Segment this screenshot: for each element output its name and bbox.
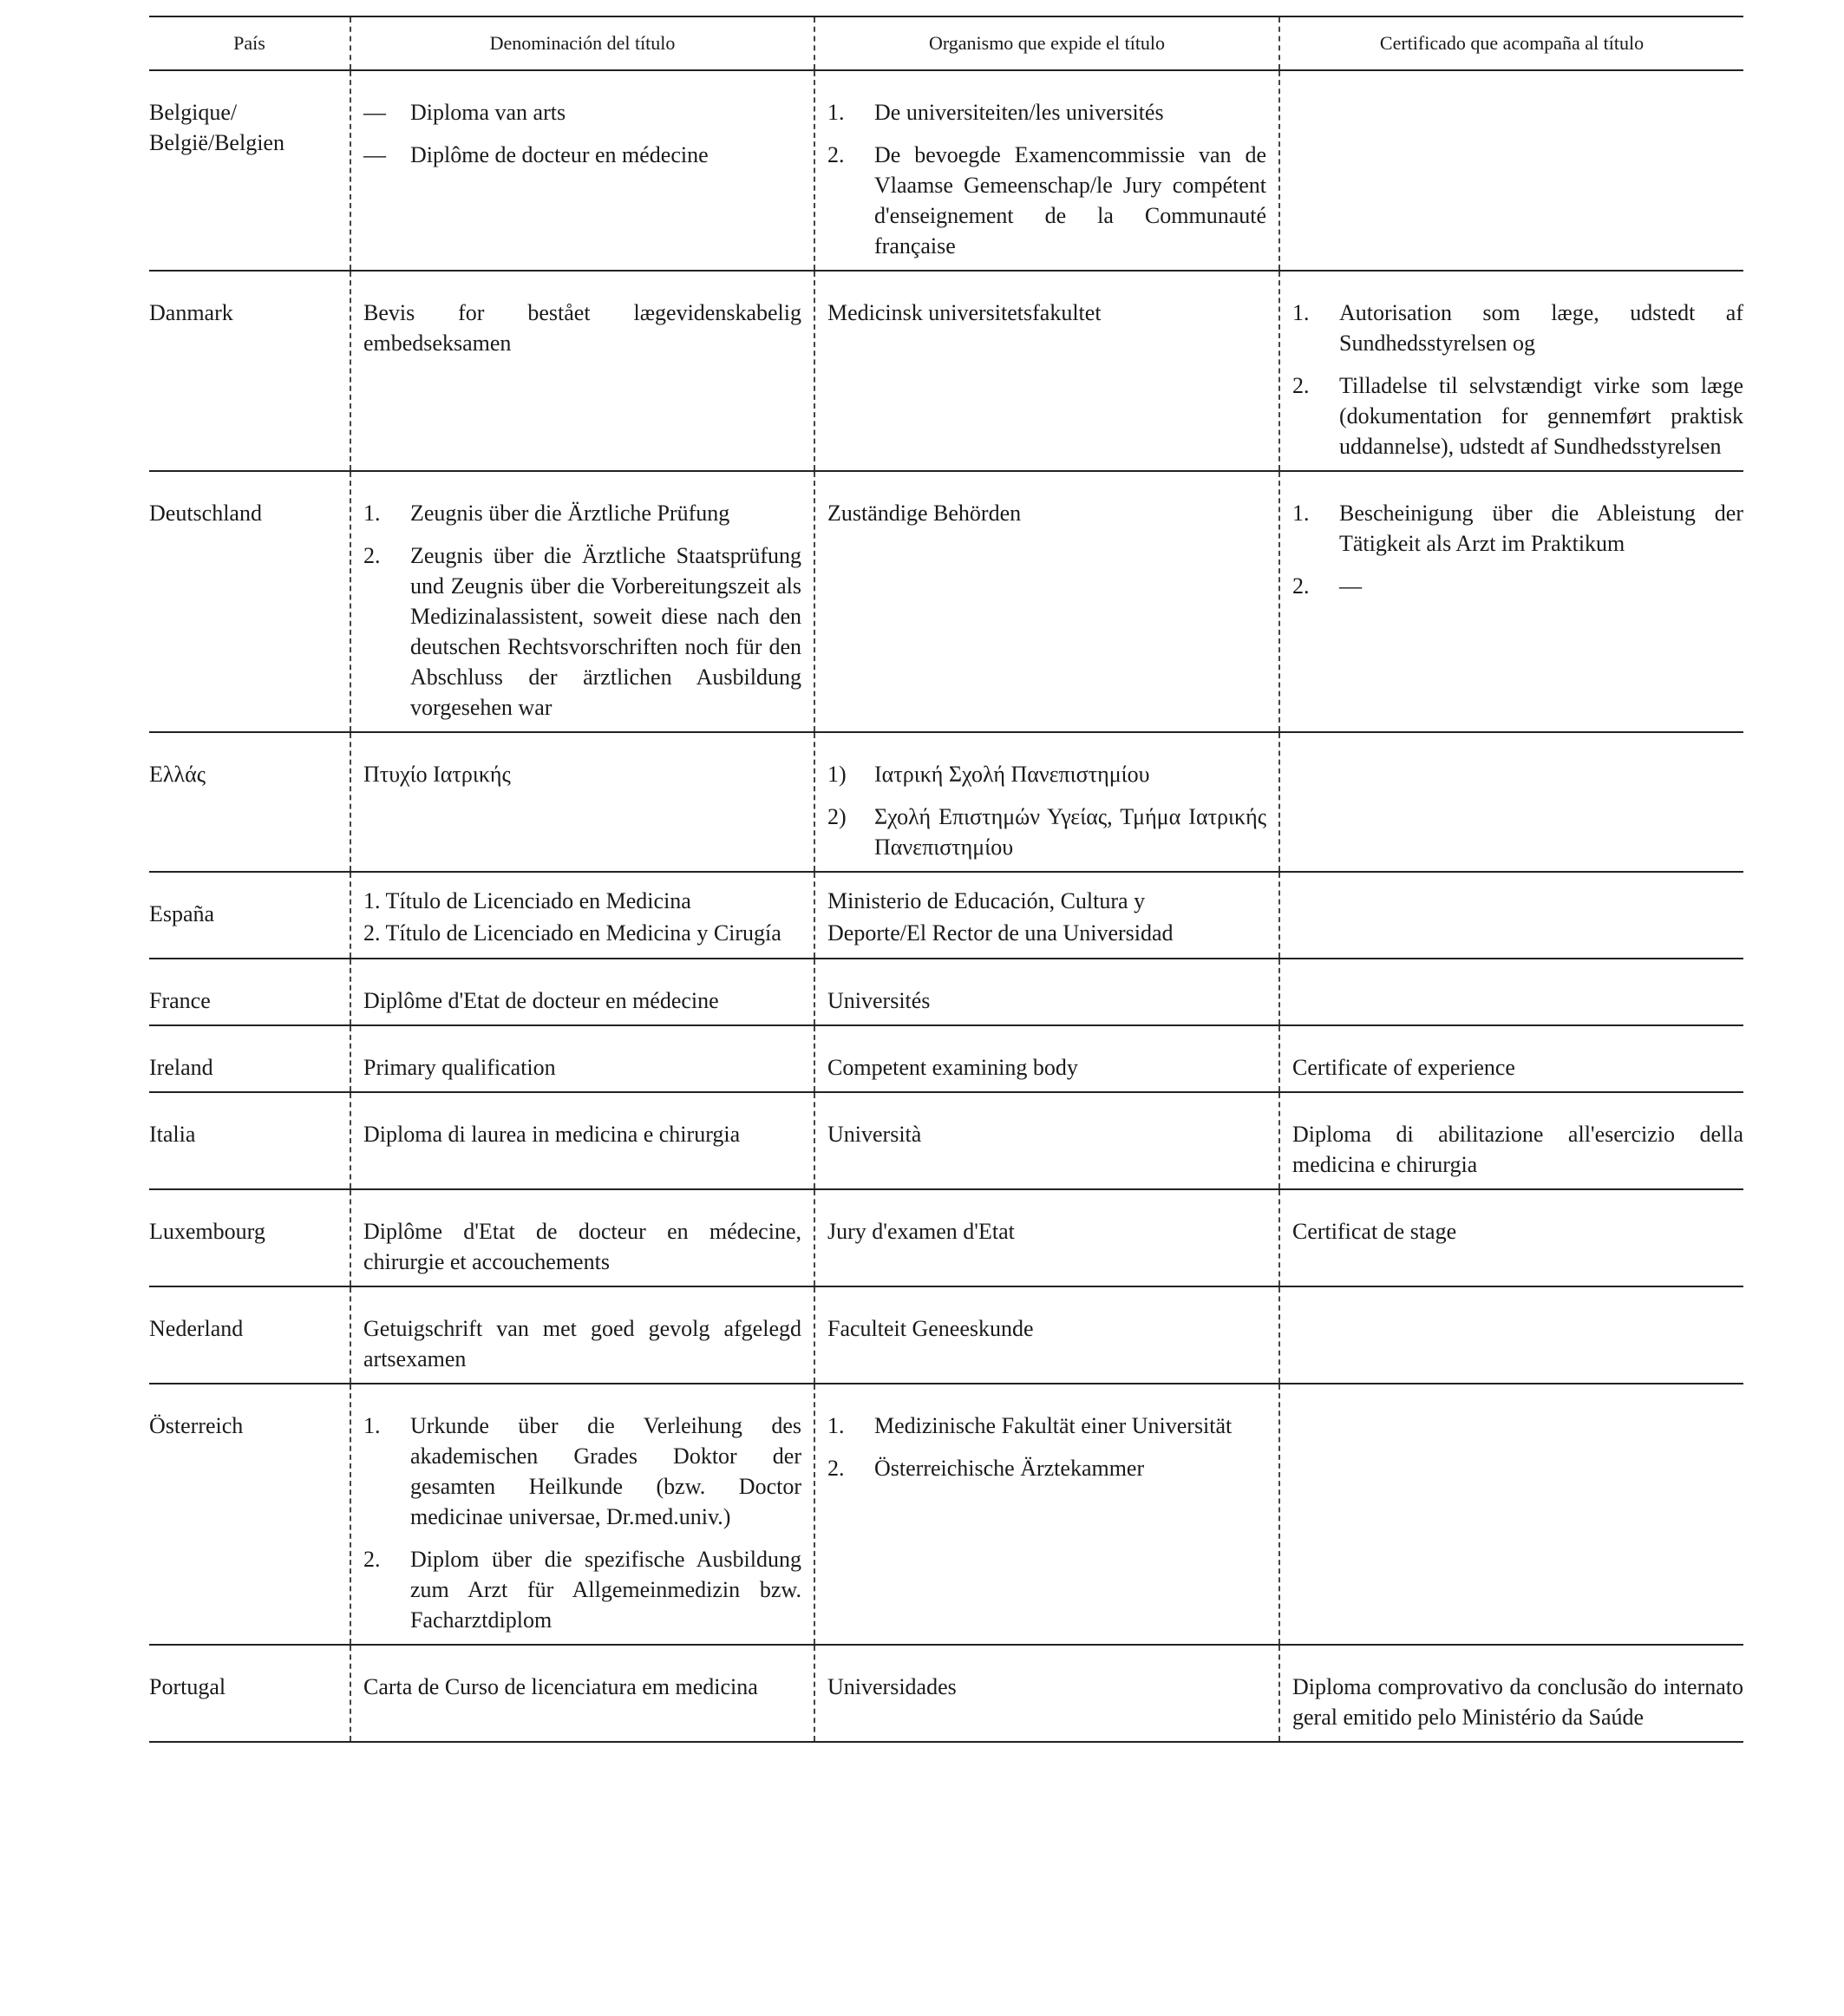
country-name: Danmark: [149, 300, 233, 325]
table-row: [149, 70, 1743, 271]
title-cell: [350, 872, 814, 959]
country-cell: [149, 1384, 350, 1645]
certificate-cell: [1279, 1384, 1743, 1645]
issuer-cell: [814, 1286, 1279, 1384]
issuer-list: [827, 759, 1266, 862]
list-marker: 2.: [363, 543, 381, 568]
issuer-cell: [814, 271, 1279, 471]
list-item: [363, 140, 801, 170]
issuer-cell: [814, 732, 1279, 872]
certificate-text: Diploma di abilitazione all'esercizio della medicina e chirurgia: [1292, 1122, 1743, 1177]
list-item: [363, 1411, 801, 1532]
country-cell: [149, 1189, 350, 1286]
issuer-text: Jury d'examen d'Etat: [827, 1219, 1015, 1244]
country-cell: [149, 1092, 350, 1189]
title-text: Πτυχίο Ιατρικής: [363, 762, 511, 787]
table-row: [149, 1189, 1743, 1286]
title-text: Diplôme d'Etat de docteur en médecine: [363, 988, 719, 1013]
header-certificate: Certificado que acompaña al título: [1279, 16, 1743, 70]
list-text: Autorisation som læge, udstedt af Sundhedsstyrelsen og: [1339, 300, 1743, 356]
list-item: [363, 97, 801, 128]
certificate-cell: [1279, 872, 1743, 959]
country-name: Portugal: [149, 1674, 226, 1699]
issuer-text: Competent examining body: [827, 1055, 1078, 1080]
country-cell: [149, 70, 350, 271]
certificate-cell: [1279, 1025, 1743, 1092]
list-text: Tilladelse til selvstændigt virke som læge (dokumentation for gennemført praktisk uddannelse), udstedt af Sundhedsstyrelsen: [1339, 373, 1743, 459]
certificate-cell: [1279, 959, 1743, 1025]
certificate-cell: [1279, 70, 1743, 271]
country-name: Ελλάς: [149, 762, 206, 787]
certificate-list: [1292, 498, 1743, 601]
list-text: Σχολή Επιστημών Υγείας, Τμήμα Ιατρικής Πανεπιστημίου: [874, 804, 1266, 860]
list-item: [1292, 298, 1743, 358]
country-cell: [149, 1025, 350, 1092]
title-cell: [350, 732, 814, 872]
issuer-cell: [814, 1384, 1279, 1645]
country-cell: [149, 959, 350, 1025]
certificate-cell: [1279, 271, 1743, 471]
title-line: 1. Título de Licenciado en Medicina: [363, 888, 691, 913]
title-cell: [350, 1025, 814, 1092]
country-cell: [149, 271, 350, 471]
country-name: France: [149, 988, 211, 1013]
certificate-cell: [1279, 1645, 1743, 1742]
issuer-text: Faculteit Geneeskunde: [827, 1316, 1034, 1341]
title-text: Diplôme d'Etat de docteur en médecine, chirurgie et accouchements: [363, 1219, 801, 1274]
list-text: De bevoegde Examencommissie van de Vlaamse Gemeenschap/le Jury compétent d'enseignement de la Communauté française: [874, 142, 1266, 259]
title-list: [363, 498, 801, 723]
country-cell: [149, 1286, 350, 1384]
list-marker: 1.: [363, 1413, 381, 1438]
issuer-cell: [814, 471, 1279, 732]
title-text: Getuigschrift van met goed gevolg afgelegd artsexamen: [363, 1316, 801, 1371]
list-marker: 2): [827, 804, 847, 829]
table-row: [149, 1384, 1743, 1645]
list-text: Medizinische Fakultät einer Universität: [874, 1413, 1233, 1438]
issuer-list: [827, 97, 1266, 261]
title-text: Primary qualification: [363, 1055, 556, 1080]
certificate-list: [1292, 298, 1743, 461]
table-row: [149, 471, 1743, 732]
table-row: [149, 1092, 1743, 1189]
list-item: [1292, 370, 1743, 461]
list-marker: 2.: [1292, 573, 1310, 599]
list-text: Ιατρική Σχολή Πανεπιστημίου: [874, 762, 1150, 787]
header-title: Denominación del título: [350, 16, 814, 70]
country-cell: [149, 732, 350, 872]
table-row: [149, 1645, 1743, 1742]
list-item: [363, 540, 801, 723]
list-marker: 1.: [827, 1413, 845, 1438]
list-text: Diplom über die spezifische Ausbildung zum Arzt für Allgemeinmedizin bzw. Facharztdiplom: [410, 1547, 801, 1633]
list-marker: —: [363, 100, 386, 125]
list-marker: 2.: [827, 142, 845, 167]
list-marker: 1.: [363, 501, 381, 526]
table-header-row: [149, 16, 1743, 70]
issuer-cell: [814, 1645, 1279, 1742]
list-marker: 2.: [1292, 373, 1310, 398]
issuer-cell: [814, 959, 1279, 1025]
certificate-cell: [1279, 732, 1743, 872]
issuer-line: Ministerio de Educación, Cultura y: [827, 888, 1146, 913]
list-marker: —: [363, 142, 386, 167]
issuer-cell: [814, 872, 1279, 959]
title-cell: [350, 1092, 814, 1189]
title-text: Carta de Curso de licenciatura em medicina: [363, 1674, 758, 1699]
certificate-cell: [1279, 1092, 1743, 1189]
table-row: [149, 271, 1743, 471]
list-text: De universiteiten/les universités: [874, 100, 1164, 125]
list-item: [827, 97, 1266, 128]
qualifications-table: [149, 16, 1743, 1743]
country-name: España: [149, 901, 215, 926]
country-name: Ireland: [149, 1055, 213, 1080]
issuer-cell: [814, 1025, 1279, 1092]
list-text: —: [1339, 573, 1362, 599]
table-row: [149, 959, 1743, 1025]
list-item: [363, 1544, 801, 1635]
list-text: Urkunde über die Verleihung des akademischen Grades Doktor der gesamten Heilkunde (bzw. Doctor medicinae universae, Dr.med.univ.): [410, 1413, 801, 1529]
list-item: [827, 759, 1266, 789]
issuer-cell: [814, 1092, 1279, 1189]
title-text: Bevis for bestået lægevidenskabelig embedseksamen: [363, 300, 801, 356]
title-list: [363, 1411, 801, 1635]
title-cell: [350, 959, 814, 1025]
list-item: [363, 498, 801, 528]
issuer-line: Deporte/El Rector de una Universidad: [827, 920, 1174, 946]
certificate-text: Certificat de stage: [1292, 1219, 1457, 1244]
title-cell: [350, 1645, 814, 1742]
certificate-cell: [1279, 1189, 1743, 1286]
country-name: Luxembourg: [149, 1219, 265, 1244]
country-name: Italia: [149, 1122, 196, 1147]
issuer-text: Universités: [827, 988, 931, 1013]
certificate-text: Certificate of experience: [1292, 1055, 1515, 1080]
certificate-text: Diploma comprovativo da conclusão do internato geral emitido pelo Ministério da Saúde: [1292, 1674, 1743, 1730]
table-row: [149, 732, 1743, 872]
country-name: Deutschland: [149, 501, 262, 526]
list-item: [1292, 498, 1743, 559]
list-text: Österreichische Ärztekammer: [874, 1456, 1145, 1481]
table-row: [149, 1025, 1743, 1092]
list-text: Diploma van arts: [410, 100, 566, 125]
list-text: Zeugnis über die Ärztliche Prüfung: [410, 501, 730, 526]
country-cell: [149, 872, 350, 959]
list-marker: 1.: [1292, 300, 1310, 325]
title-cell: [350, 1286, 814, 1384]
list-item: [827, 140, 1266, 261]
title-cell: [350, 271, 814, 471]
issuer-cell: [814, 1189, 1279, 1286]
title-cell: [350, 70, 814, 271]
list-marker: 1.: [827, 100, 845, 125]
country-name: Belgique/ België/Belgien: [149, 100, 284, 155]
list-item: [827, 1411, 1266, 1441]
list-marker: 1): [827, 762, 847, 787]
header-country: País: [149, 16, 350, 70]
table-row: [149, 1286, 1743, 1384]
title-list: [363, 97, 801, 170]
list-text: Zeugnis über die Ärztliche Staatsprüfung und Zeugnis über die Vorbereitungszeit als Medizinalassistent, soweit diese nach den deutschen Rechtsvorschriften noch für den Abschluss der ärztlichen Ausbildung vorgesehen war: [410, 543, 801, 720]
country-cell: [149, 1645, 350, 1742]
country-name: Österreich: [149, 1413, 244, 1438]
title-cell: [350, 471, 814, 732]
table-row: [149, 872, 1743, 959]
certificate-cell: [1279, 1286, 1743, 1384]
document-page: [149, 16, 1743, 1743]
list-text: Bescheinigung über die Ableistung der Tätigkeit als Arzt im Praktikum: [1339, 501, 1743, 556]
issuer-text: Università: [827, 1122, 922, 1147]
list-item: [1292, 571, 1743, 601]
list-text: Diplôme de docteur en médecine: [410, 142, 709, 167]
list-marker: 2.: [827, 1456, 845, 1481]
title-line: 2. Título de Licenciado en Medicina y Cirugía: [363, 920, 781, 946]
issuer-text: Medicinsk universitetsfakultet: [827, 300, 1102, 325]
list-marker: 1.: [1292, 501, 1310, 526]
list-item: [827, 802, 1266, 862]
title-text: Diploma di laurea in medicina e chirurgia: [363, 1122, 741, 1147]
issuer-text: Universidades: [827, 1674, 957, 1699]
title-cell: [350, 1384, 814, 1645]
header-issuer: Organismo que expide el título: [814, 16, 1279, 70]
issuer-list: [827, 1411, 1266, 1483]
list-item: [827, 1453, 1266, 1483]
issuer-text: Zuständige Behörden: [827, 501, 1022, 526]
title-cell: [350, 1189, 814, 1286]
certificate-cell: [1279, 471, 1743, 732]
country-cell: [149, 471, 350, 732]
issuer-cell: [814, 70, 1279, 271]
country-name: Nederland: [149, 1316, 244, 1341]
list-marker: 2.: [363, 1547, 381, 1572]
